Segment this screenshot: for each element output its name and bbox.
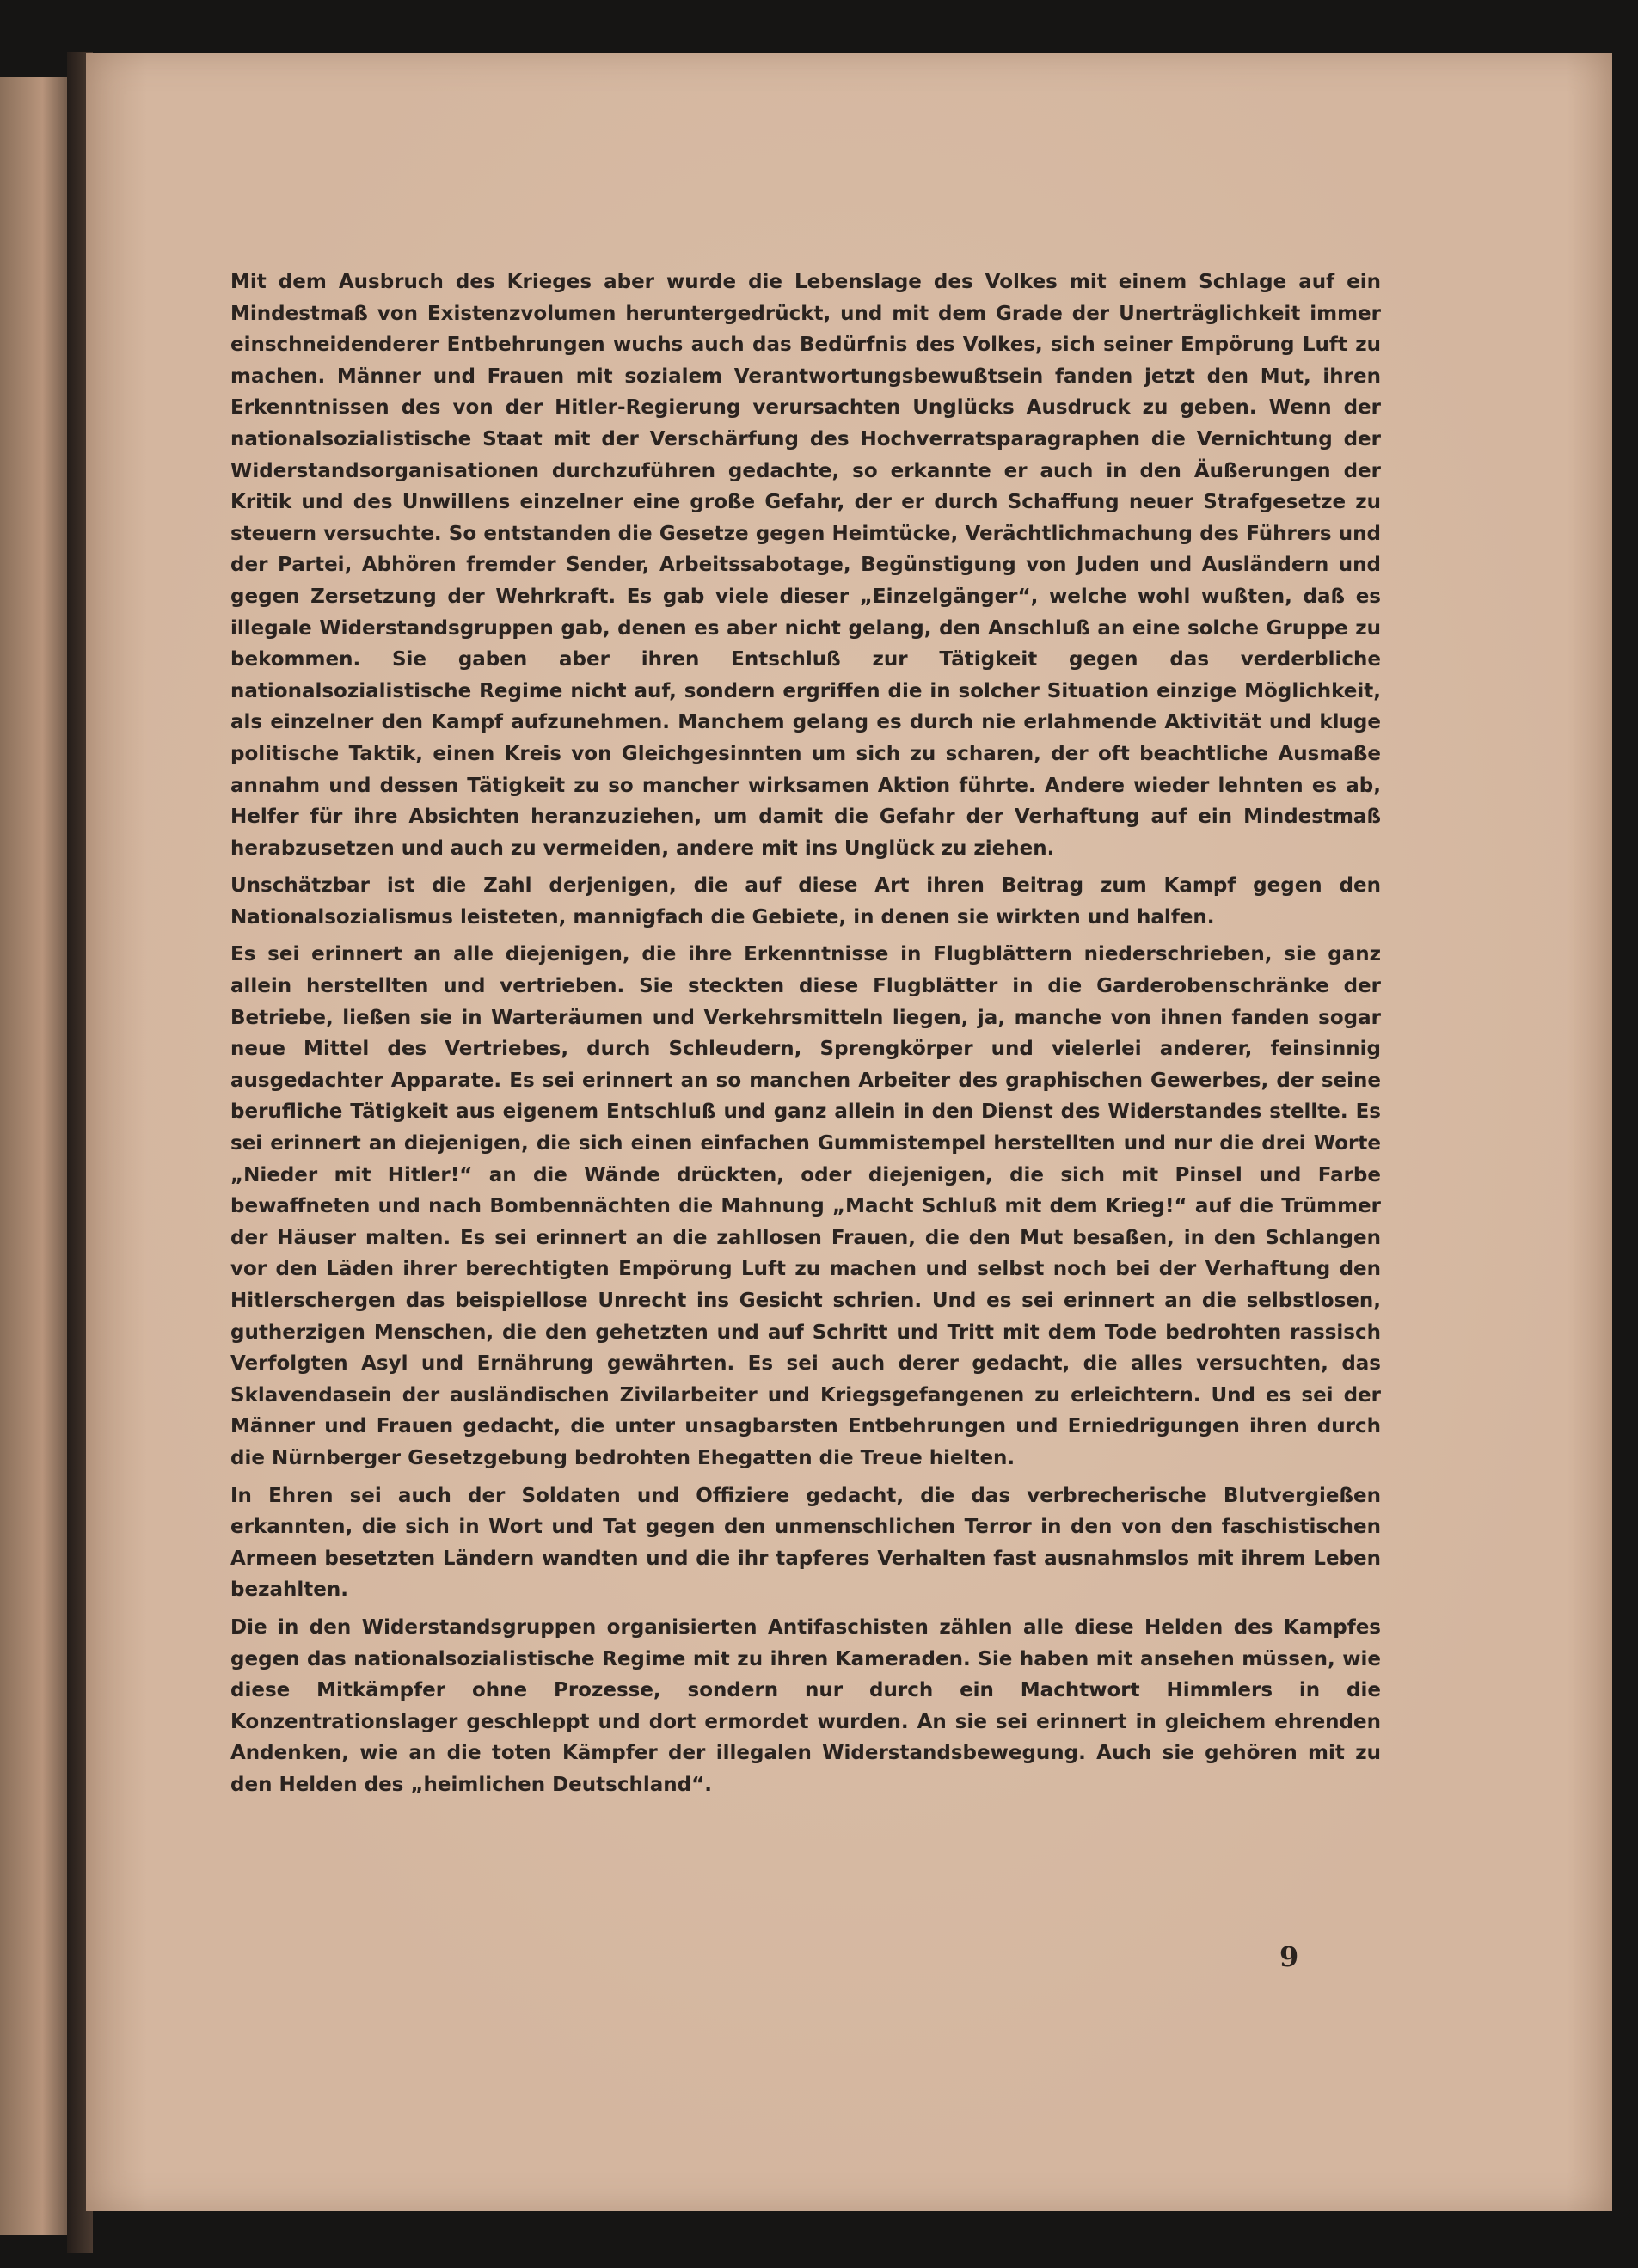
book-page — [86, 53, 1612, 2211]
paragraph: Mit dem Ausbruch des Krieges aber wurde die Lebenslage des Volkes mit einem Schlage auf ein Mindestmaß von Existenzvolumen heruntergedrückt, und mit dem Grade der Unerträglichkeit immer einschneidenderer Entbehrungen wuchs auch das Bedürfnis des Volkes, sich seiner Empörung Luft zu machen. Männer und Frauen mit sozialem Verantwortungsbewußtsein fanden jetzt den Mut, ihren Erkenntnissen des von der Hitler-Regierung verursachten Unglücks Ausdruck zu geben. Wenn der nationalsozialistische Staat mit der Verschärfung des Hochverratsparagraphen die Vernichtung der Widerstandsorganisationen durchzuführen gedachte, so erkannte er auch in den Äußerungen der Kritik und des Unwillens einzelner eine große Gefahr, der er durch Schaffung neuer Strafgesetze zu steuern versuchte. So entstanden die Gesetze gegen Heimtücke, Verächtlichmachung des Führers und der Partei, Abhören fremder Sender, Arbeitssabotage, Begünstigung von Juden und Ausländern und gegen Zersetzung der Wehrkraft. Es gab viele dieser „Einzelgänger“, welche wohl wußten, daß es illegale Widerstandsgruppen gab, denen es aber nicht gelang, den Anschluß an eine solche Gruppe zu bekommen. Sie gaben aber ihren Entschluß zur Tätigkeit gegen das verderbliche nationalsozialistische Regime nicht auf, sondern ergriffen die in solcher Situation einzige Möglichkeit, als einzelner den Kampf aufzunehmen. Manchem gelang es durch nie erlahmende Aktivität und kluge politische Taktik, einen Kreis von Gleichgesinnten um sich zu scharen, der oft beachtliche Ausmaße annahm und dessen Tätigkeit zu so mancher wirksamen Aktion führte. Andere wieder lehnten es ab, Helfer für ihre Absichten heranzuziehen, um damit die Gefahr der Verhaftung auf ein Mindestmaß herabzusetzen und auch zu vermeiden, andere mit ins Unglück zu ziehen. — [230, 271, 1381, 860]
paragraph: Die in den Widerstandsgruppen organisierten Antifaschisten zählen alle diese Helden des Kampfes gegen das nationalsozialistische Regime mit zu ihren Kameraden. Sie haben mit ansehen müssen, wie diese Mitkämpfer ohne Prozesse, sondern nur durch ein Machtwort Himmlers in die Konzentrationslager geschleppt und dort ermordet wurden. An sie sei erinnert in gleichem ehrenden Andenken, wie an die toten Kämpfer der illegalen Widerstandsbewegung. Auch sie gehören mit zu den Helden des „heimlichen Deutschland“. — [230, 1615, 1381, 1796]
paragraph: Es sei erinnert an alle diejenigen, die ihre Erkenntnisse in Flugblättern niederschrieben, sie ganz allein herstellten und vertrieben. Sie steckten diese Flugblätter in die Garderobenschränke der Betriebe, ließen sie in Warteräumen und Verkehrsmitteln liegen, ja, manche von ihnen fanden sogar neue Mittel des Vertriebes, durch Schleudern, Sprengkörper und vielerlei anderer, feinsinnig ausgedachter Apparate. Es sei erinnert an so manchen Arbeiter des graphischen Gewerbes, der seine berufliche Tätigkeit aus eigenem Entschluß und ganz allein in den Dienst des Widerstandes stellte. Es sei erinnert an diejenigen, die sich einen einfachen Gummistempel herstellten und nur die drei Worte „Nieder mit Hitler!“ an die Wände drückten, oder diejenigen, die sich mit Pinsel und Farbe bewaffneten und nach Bombennächten die Mahnung „Macht Schluß mit dem Krieg!“ auf die Trümmer der Häuser malten. Es sei erinnert an die zahllosen Frauen, die den Mut besaßen, in den Schlangen vor den Läden ihrer berechtigten Empörung Luft zu machen und selbst noch bei der Verhaftung den Hitlerschergen das beispiellose Unrecht ins Gesicht schrien. Und es sei erinnert an die selbstlosen, gutherzigen Menschen, die den gehetzten und auf Schritt und Tritt mit dem Tode bedrohten rassisch Verfolgten Asyl und Ernährung gewährten. Es sei auch derer gedacht, die alles versuchten, das Sklavendasein der ausländischen Zivilarbeiter und Kriegsgefangenen zu erleichtern. Und es sei der Männer und Frauen gedacht, die unter unsagbarsten Entbehrungen und Erniedrigungen ihren durch die Nürnberger Gesetzgebung bedrohten Ehegatten die Treue hielten. — [230, 943, 1381, 1469]
left-page-edge — [0, 77, 71, 2235]
page-number: 9 — [1279, 1940, 1299, 1973]
paragraph: In Ehren sei auch der Soldaten und Offiziere gedacht, die das verbrecherische Blutvergießen erkannten, die sich in Wort und Tat gegen den unmenschlichen Terror in den von den faschistischen Armeen besetzten Ländern wandten und die ihr tapferes Verhalten fast ausnahmslos mit ihrem Leben bezahlten. — [230, 1484, 1381, 1602]
paragraph: Unschätzbar ist die Zahl derjenigen, die auf diese Art ihren Beitrag zum Kampf gegen den Nationalsozialismus leisteten, mannigfach die Gebiete, in denen sie wirkten und halfen. — [230, 874, 1381, 929]
body-text — [230, 267, 1381, 1807]
